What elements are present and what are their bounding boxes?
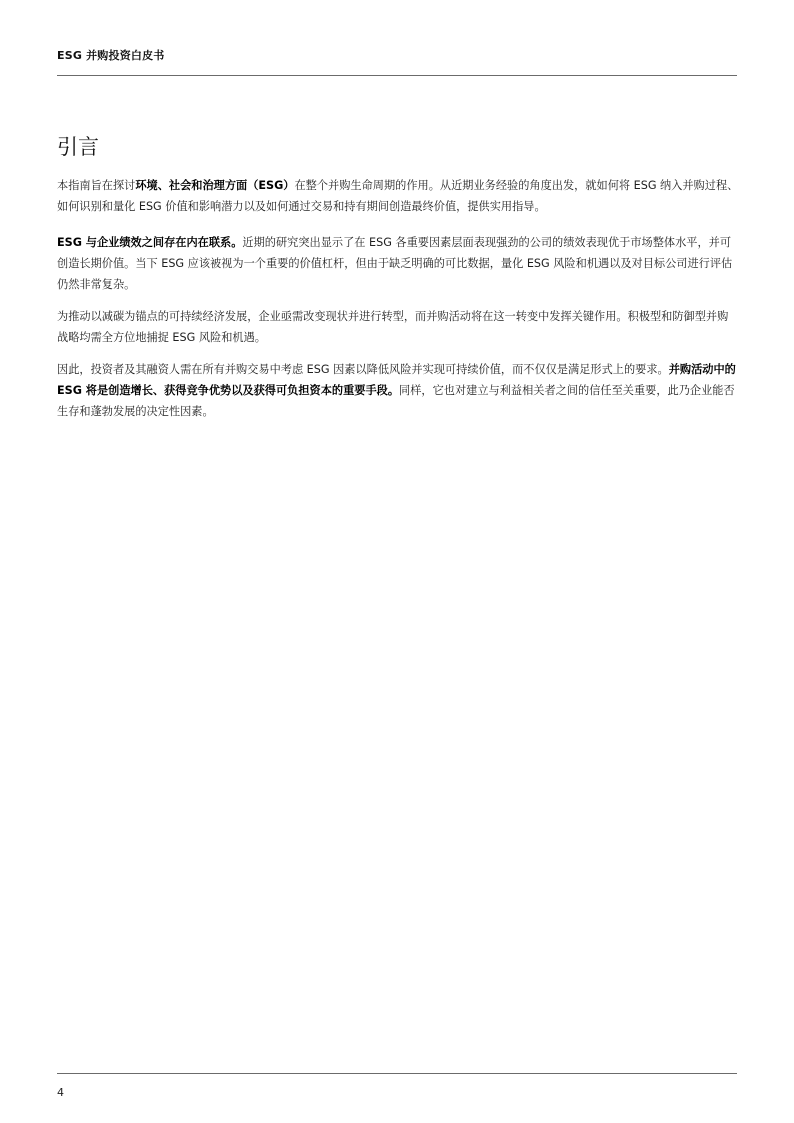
- header-divider: [57, 75, 737, 76]
- paragraph-intro-pre: 本指南旨在探讨: [57, 179, 136, 192]
- paragraph-conclusion-pre: 因此，投资者及其融资人需在所有并购交易中考虑 ESG 因素以降低风险并实现可持续价值，而不仅仅是满足形式上的要求。: [57, 363, 669, 376]
- paragraph-intro-bold: 环境、社会和治理方面（ESG）: [135, 179, 295, 192]
- paragraph-esg-performance: [57, 232, 739, 295]
- paragraph-intro: [57, 175, 739, 217]
- header-title: ESG 并购投资白皮书: [57, 49, 165, 62]
- page-number: 4: [57, 1086, 64, 1099]
- page-title: 引言: [57, 135, 99, 159]
- paragraph-intro-post: 在整个并购生命周期的作用。从近期业务经验的角度出发，就如何将 ESG 纳入并购过程、如何识别和量化 ESG 价值和影响潜力以及如何通过交易和持有期间创造最终价值，提供实用指导。: [57, 179, 739, 213]
- paragraph-conclusion: [57, 359, 739, 422]
- paragraph-esg-performance-bold: ESG 与企业绩效之间存在内在联系。: [57, 236, 243, 249]
- paragraph-esg-performance-post: 近期的研究突出显示了在 ESG 各重要因素层面表现强劲的公司的绩效表现优于市场整体水平，并可创造长期价值。当下 ESG 应该被视为一个重要的价值杠杆，但由于缺乏明确的可比数据，量化 ESG 风险和机遇以及对目标公司进行评估仍然非常复杂。: [57, 236, 733, 291]
- paragraph-transition: 为推动以减碳为锚点的可持续经济发展，企业亟需改变现状并进行转型，而并购活动将在这一转变中发挥关键作用。积极型和防御型并购战略均需全方位地捕捉 ESG 风险和机遇。: [57, 310, 729, 344]
- paragraph-conclusion-post: 同样，它也对建立与利益相关者之间的信任至关重要，此乃企业能否生存和蓬勃发展的决定性因素。: [57, 384, 735, 418]
- body-text: [57, 175, 739, 422]
- footer-divider: [57, 1073, 737, 1074]
- paragraph-conclusion-bold: 并购活动中的 ESG 将是创造增长、获得竞争优势以及获得可负担资本的重要手段。: [57, 363, 736, 397]
